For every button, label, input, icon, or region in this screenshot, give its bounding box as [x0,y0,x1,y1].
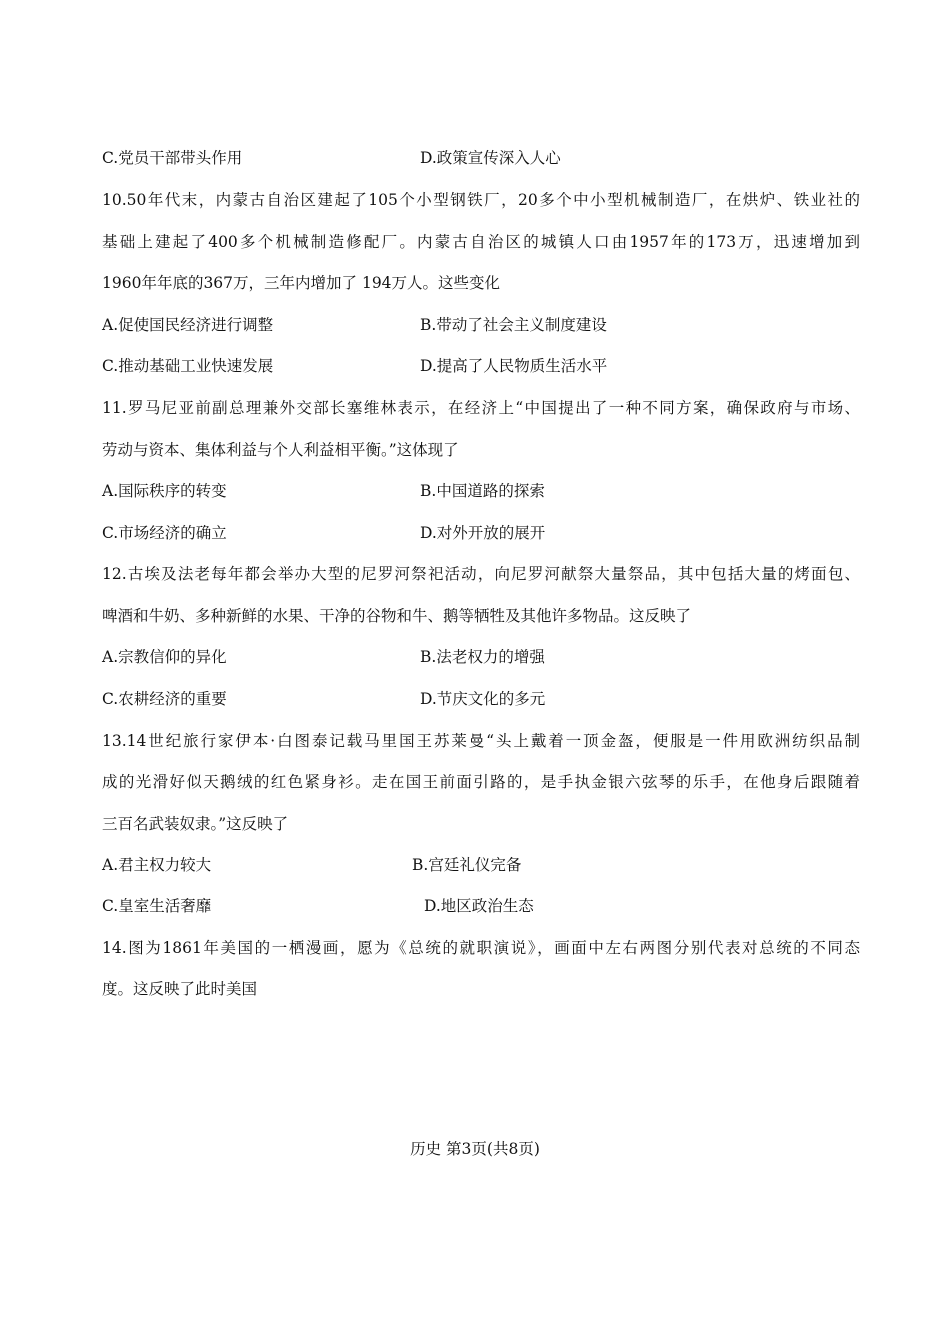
option-a: A.宗教信仰的异化 [102,648,227,666]
option-c: C.皇室生活奢靡 [102,897,212,915]
option-d: D.对外开放的展开 [420,524,546,542]
question-stem: 劳动与资本、集体利益与个人利益相平衡。”这体现了 [102,441,459,459]
question-stem: 12.古埃及法老每年都会举办大型的尼罗河祭祀活动，向尼罗河献祭大量祭品，其中包括大量的烤面包、 [102,565,860,583]
option-d: D.政策宣传深入人心 [420,149,561,167]
option-d: D.提高了人民物质生活水平 [420,357,608,375]
page-footer: 历史 第3页(共8页) [410,1140,540,1158]
option-c: C.农耕经济的重要 [102,690,227,708]
option-b: B.中国道路的探索 [420,482,545,500]
question-stem: 度。这反映了此时美国 [102,980,258,998]
option-d: D.节庆文化的多元 [420,690,546,708]
option-a: A.促使国民经济进行调整 [102,316,274,334]
question-stem: 1960年年底的367万，三年内增加了 194万人。这些变化 [102,274,501,292]
option-a: A.国际秩序的转变 [102,482,227,500]
option-c: C.推动基础工业快速发展 [102,357,274,375]
option-d: D.地区政治生态 [424,897,534,915]
question-stem: 14.图为1861年美国的一栖漫画，愿为《总统的就职演说》，画面中左右两图分别代表对总统的不同态 [102,939,860,957]
question-stem: 成的光滑好似天鹅绒的红色紧身衫。走在国王前面引路的，是手执金银六弦琴的乐手，在他身后跟随着 [102,773,860,791]
question-stem: 10.50年代末，内蒙古自治区建起了105个小型钢铁厂，20多个中小型机械制造厂，在烘炉、铁业社的 [102,191,860,209]
option-c: C.市场经济的确立 [102,524,227,542]
question-stem: 13.14世纪旅行家伊本·白图泰记载马里国王苏莱曼“头上戴着一顶金盔，便服是一件用欧洲纺织品制 [102,732,860,750]
option-a: A.君主权力较大 [102,856,212,874]
question-stem: 基础上建起了400多个机械制造修配厂。内蒙古自治区的城镇人口由1957年的173万，迅速增加到 [102,233,860,251]
option-c: C.党员干部带头作用 [102,149,243,167]
option-b: B.带动了社会主义制度建设 [420,316,607,334]
option-b: B.法老权力的增强 [420,648,545,666]
question-stem: 啤酒和牛奶、多种新鲜的水果、干净的谷物和牛、鹅等牺牲及其他许多物品。这反映了 [102,607,692,625]
question-stem: 三百名武装奴隶。”这反映了 [102,815,289,833]
option-b: B.宫廷礼仪完备 [412,856,522,874]
question-stem: 11.罗马尼亚前副总理兼外交部长塞维林表示，在经济上“中国提出了一种不同方案，确保政府与市场、 [102,399,860,417]
